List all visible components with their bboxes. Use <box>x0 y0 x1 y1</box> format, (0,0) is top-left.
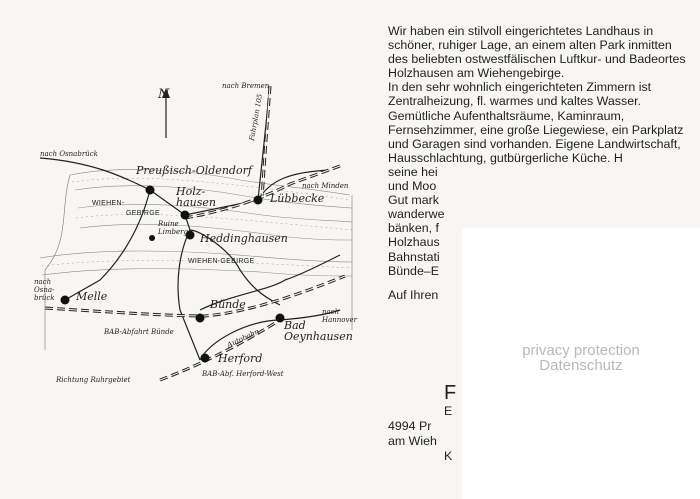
paragraph: seine hei <box>388 164 438 179</box>
place-melle: Melle <box>76 290 108 303</box>
contact-line: E <box>444 404 453 418</box>
paragraph: wanderwe <box>388 207 445 222</box>
paragraph: bänken, f <box>388 221 439 236</box>
privacy-overlay <box>462 228 700 499</box>
dir-osnabrueck-small: nach Osna- brück <box>34 278 55 302</box>
dir-hannover: nach Hannover <box>322 308 357 324</box>
ridge-label-2: GEBIRGE <box>126 210 160 217</box>
place-luebbecke: Lübbecke <box>270 192 325 205</box>
north-label: N <box>158 87 170 102</box>
dir-bremen: nach Bremen <box>222 82 270 90</box>
dir-minden: nach Minden <box>302 182 349 190</box>
paragraph: Auf Ihren <box>388 287 439 302</box>
map-drawing <box>30 80 370 410</box>
dir-ruhrgebiet: Richtung Ruhrgebiet <box>56 376 131 384</box>
place-heddinghausen: Heddinghausen <box>200 232 288 245</box>
paragraph: Wir haben ein stilvoll eingerichtetes Landhaus in schöner, ruhiger Lage, an einem alten Park inmitten des beliebten ostwestfälischen Luftkur- und Badeortes Holzhausen am Wiehengebirge. <box>388 24 686 81</box>
ridge-label-3: WIEHEN-GEBIRGE <box>188 258 255 265</box>
privacy-line-1: privacy protection <box>522 342 640 359</box>
paragraph: und Moo <box>388 179 437 194</box>
road-fahrplan: Fahrplan 105 <box>248 93 265 142</box>
paragraph: In den sehr wohnlich eingerichteten Zimmern ist Zentralheizung, fl. warmes und kaltes Wasser. <box>388 80 652 109</box>
paragraph: Gut mark <box>388 193 439 208</box>
road-bab-herford: BAB-Abf. Herford-West <box>202 370 284 378</box>
paragraph: Bahnstati <box>388 249 440 264</box>
privacy-line-2: Datenschutz <box>539 357 623 374</box>
privacy-text <box>462 343 700 373</box>
road-autobahn: Autobahn <box>226 327 261 350</box>
place-ruine-limberg: Ruine Limberg <box>158 220 188 236</box>
place-buende: Bünde <box>210 298 246 311</box>
contact-line: F <box>444 382 457 404</box>
place-herford: Herford <box>218 352 263 365</box>
dir-osnabrueck: nach Osnabrück <box>40 150 98 158</box>
contact-line: am Wieh <box>388 434 437 448</box>
contact-line: K <box>444 449 453 463</box>
place-bad-oeynhausen: Bad Oeynhausen <box>284 319 353 343</box>
place-holzhausen: Holz- hausen <box>176 185 216 209</box>
paragraph: Gemütliche Aufenthaltsräume, Kaminraum, Fernsehzimmer, eine große Liegewiese, ein Parkplatz und Garagen sind vorhanden. Eigene Landwirtschaft, Hausschlachtung, gutbürgerliche Küche. H <box>388 108 684 165</box>
ridge-label-1: WIEHEN- <box>92 200 125 207</box>
paragraph: Holzhaus <box>388 235 440 250</box>
map <box>30 80 370 410</box>
contact-line: 4994 Pr <box>388 419 432 433</box>
place-preussisch-oldendorf: Preußisch-Oldendorf <box>136 164 252 177</box>
road-bab-buende: BAB-Abfahrt Bünde <box>104 328 174 336</box>
paragraph: Bünde–E <box>388 263 439 278</box>
